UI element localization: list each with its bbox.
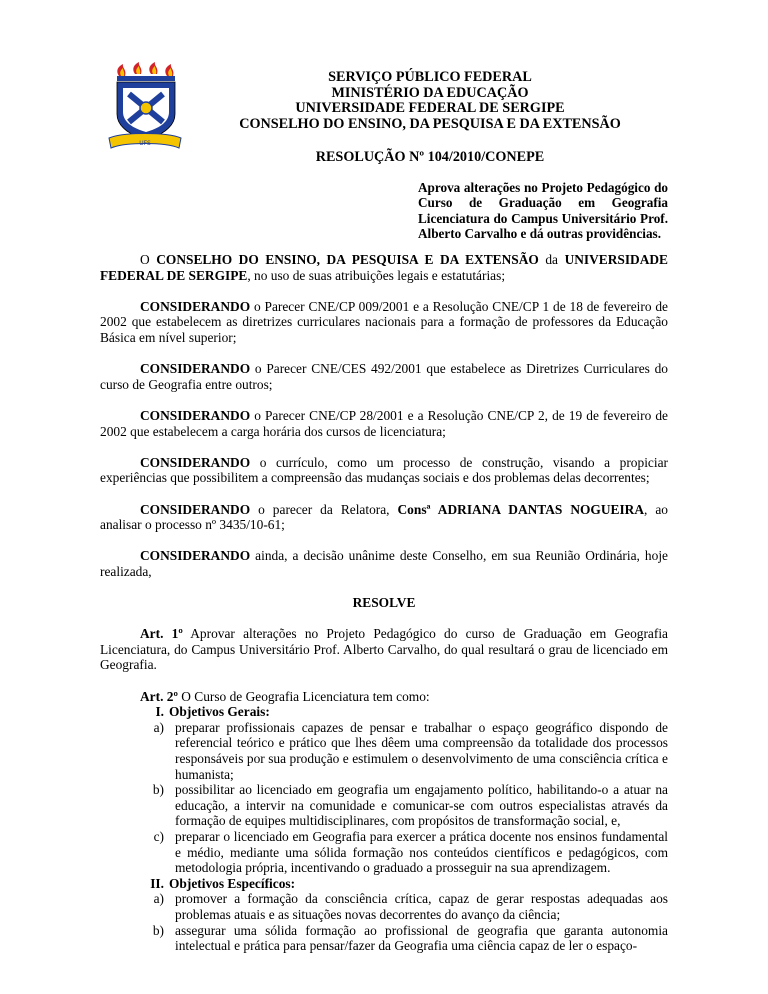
list-item: c) preparar o licenciado em Geografia para exercer a prática docente nos ensinos fundamental e médio, mediante uma sólida formação nos conteúdos científicos e pedagógicos, com metodologia própria, incentivando o graduado a prosseguir na sua aprendizagem. [153,828,668,876]
section-title: Objetivos Gerais: [169,704,270,720]
institution-header [190,70,670,132]
considerando-paragraph: CONSIDERANDO o Parecer CNE/CP 28/2001 e a Resolução CNE/CP 2, de 19 de fevereiro de 2002 que estabelecem a carga horária dos cursos de licenciatura; [100,407,668,439]
ufs-logo [103,62,187,152]
section-objetivos-gerais [100,704,668,876]
header-line: CONSELHO DO ENSINO, DA PESQUISA E DA EXTENSÃO [239,115,621,132]
header-line: MINISTÉRIO DA EDUCAÇÃO [331,84,529,101]
preamble-paragraph: O CONSELHO DO ENSINO, DA PESQUISA E DA EXTENSÃO da UNIVERSIDADE FEDERAL DE SERGIPE, no uso de suas atribuições legais e estatutárias; [100,252,668,283]
list-item: a) preparar profissionais capazes de pensar e trabalhar o espaço geográfico dispondo de referencial teórico e prático que lhes dêem uma compreensão da totalidade dos processos responsáveis por sua produção e estimulem o desenvolvimento de uma consciência crítica e humanista; [153,719,668,782]
considerando-paragraph: CONSIDERANDO o Parecer CNE/CES 492/2001 que estabelece as Diretrizes Curriculares do curso de Geografia entre outros; [100,361,668,392]
resolve-heading: RESOLVE [352,595,416,611]
svg-text:UFS: UFS [139,140,151,147]
list-item: a) promover a formação da consciência crítica, capaz de gerar respostas adequadas aos problemas atuais e as situações novas decorrentes do avanço da ciência; [153,891,668,922]
section-number: I. [155,704,164,720]
considerando-relatora-paragraph: CONSIDERANDO o parecer da Relatora, Consª ADRIANA DANTAS NOGUEIRA, ao analisar o processo nº 3435/10-61; [100,501,668,533]
section-number: II. [150,875,164,891]
considerando-final-paragraph: CONSIDERANDO ainda, a decisão unânime deste Conselho, em sua Reunião Ordinária, hoje realizada, [100,548,668,579]
article-2-heading: Art. 2º O Curso de Geografia Licenciatura tem como: [140,688,430,704]
section-objetivos-especificos [100,876,668,954]
resolution-title: RESOLUÇÃO Nº 104/2010/CONEPE [315,149,545,165]
considerando-paragraph: CONSIDERANDO o currículo, como um processo de construção, visando a propiciar experiências que possibilitem a compreensão das mudanças sociais e dos problemas delas decorrentes; [100,454,668,486]
flame-icon [117,62,173,76]
article-2 [100,689,668,954]
article-1: Art. 1º Aprovar alterações no Projeto Pedagógico do curso de Graduação em Geografia Licenciatura, do Campus Universitário Prof. Alberto Carvalho, do qual resultará o grau de licenciado em Geografia. [100,626,669,673]
resolution-summary: Aprova alterações no Projeto Pedagógico do Curso de Graduação em Geografia Licenciatura do Campus Universitário Prof. Alberto Carvalho e dá outras providências. [418,180,668,242]
considerando-paragraph: CONSIDERANDO o Parecer CNE/CP 009/2001 e a Resolução CNE/CP 1 de 18 de fevereiro de 2002 que estabelecem as diretrizes curriculares nacionais para a formação de professores da Educação Básica em nível superior; [100,298,668,345]
section-title: Objetivos Específicos: [169,875,296,891]
document-body [100,252,668,954]
list-item: b) possibilitar ao licenciado em geografia um engajamento político, habilitando-o a atuar na educação, a intervir na comunidade e comunicar-se com outros especialistas através da formação de equipes multidisciplinares, com propósitos de transformação social, e, [152,782,668,829]
header-line: SERVIÇO PÚBLICO FEDERAL [328,69,532,85]
list-item: b) assegurar uma sólida formação ao profissional de geografia que garanta autonomia intelectual e prática para pensar/fazer da Geografia uma ciência capaz de ler o espaço- [152,922,668,954]
header-line: UNIVERSIDADE FEDERAL DE SERGIPE [295,100,565,117]
